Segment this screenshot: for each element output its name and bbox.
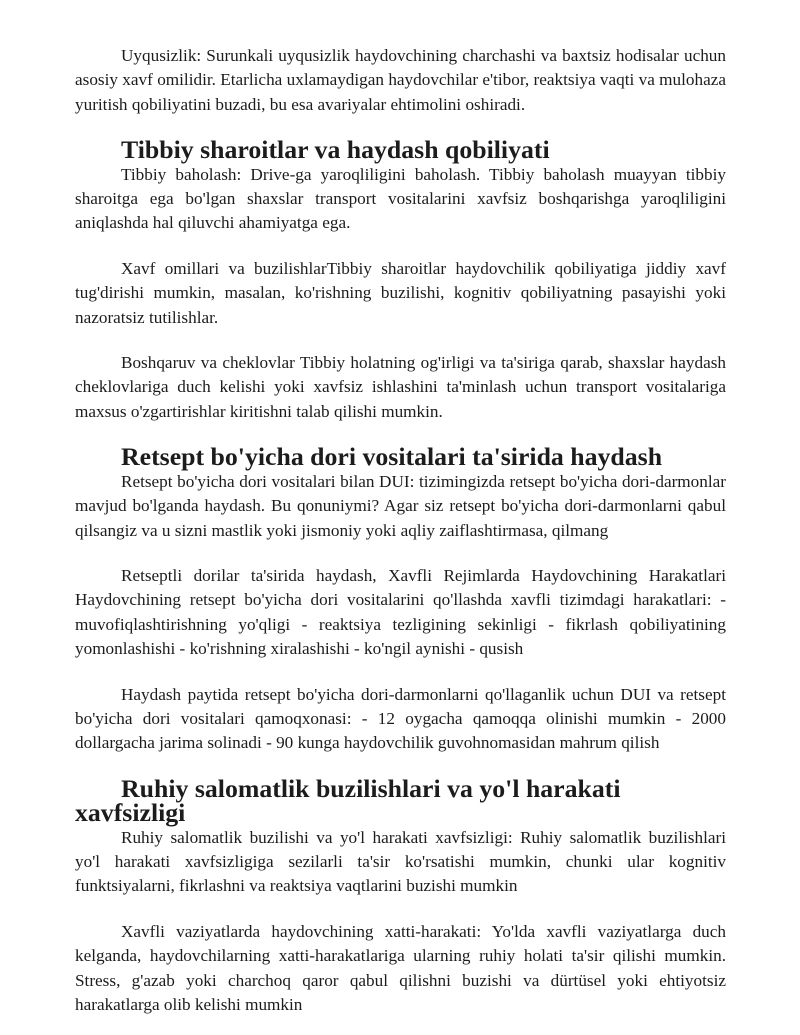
paragraph-dui-prescription: Retsept bo'yicha dori vositalari bilan DUI: tizimingizda retsept bo'yicha dori-darmonlar mavjud bo'lganda haydash. Bu qonuniymi? Agar siz retsept bo'yicha dori-darmonlarni qabul qilsangiz va u sizni mastlik yoki jismoniy yoki aqliy zaiflashtirmasa, qilmang — [75, 471, 726, 540]
paragraph-insomnia: Uyqusizlik: Surunkali uyqusizlik haydovchining charchashi va baxtsiz hodisalar uchun asosiy xavf omilidir. Etarlicha uxlamaydigan haydovchilar e'tibor, reaktsiya vaqti va mulohaza yuritish qobiliyatini buzadi, bu esa avariyalar ehtimolini oshiradi. — [75, 46, 726, 114]
paragraph-management-restrictions: Boshqaruv va cheklovlar Tibbiy holatning og'irligi va ta'siriga qarab, shaxslar haydash cheklovlariga duch kelishi yoki xavfsiz ishlashini ta'minlash uchun transport vositalariga maxsus o'zgartirishlar kiritishni talab qilishi mumkin. — [75, 353, 726, 421]
paragraph-penalties: Haydash paytida retsept bo'yicha dori-darmonlarni qo'llaganlik uchun DUI va retsept bo'yicha dori vositalari qamoqxonasi: - 12 oygacha qamoqqa olinishi mumkin - 2000 dollargacha jarima solinadi - 90 kunga haydovchilik guvohnomasidan mahrum qilish — [75, 684, 726, 753]
paragraph-medical-assessment: Tibbiy baholash: Drive-ga yaroqliligini baholash. Tibbiy baholash muayyan tibbiy sharoitga ega bo'lgan shaxslar transport vositalarini xavfsiz boshqarishga yaroqliligini aniqlashda hal qiluvchi ahamiyatga ega. — [75, 164, 726, 233]
heading-medical-conditions: Tibbiy sharoitlar va haydash qobiliyati — [121, 135, 550, 165]
heading-prescription-drugs: Retsept bo'yicha dori vositalari ta'sirida haydash — [121, 442, 663, 472]
paragraph-mental-health-safety: Ruhiy salomatlik buzilishi va yo'l harakati xavfsizligi: Ruhiy salomatlik buzilishlari yo'l harakati xavfsizligiga sezilarli ta'sir ko'rsatishi mumkin, chunki ular kognitiv funktsiyalarni, fikrlashni va reaktsiya vaqtlarini buzishi mumkin — [75, 827, 726, 896]
paragraph-dangerous-situations: Xavfli vaziyatlarda haydovchining xatti-harakati: Yo'lda xavfli vaziyatlarga duch kelganda, haydovchilarning xatti-harakatlariga ularning ruhiy holati ta'sir qilishi mumkin. Stress, g'azab yoki charchoq qaror qabul qilishni buzishi va dürtüsel yoki ehtiyotsiz harakatlarga olib kelishi mumkin — [75, 921, 726, 1014]
heading-mental-health: Ruhiy salomatlik buzilishlari va yo'l harakati xavfsizligi — [75, 773, 621, 828]
paragraph-risk-factors: Xavf omillari va buzilishlarTibbiy sharoitlar haydovchilik qobiliyatiga jiddiy xavf tug'dirishi mumkin, masalan, ko'rishning buzilishi, kognitiv qobiliyatning pasayishi yoki nazoratsiz tutilishlar. — [75, 258, 726, 327]
paragraph-driver-actions: Retseptli dorilar ta'sirida haydash, Xavfli Rejimlarda Haydovchining Harakatlari Haydovchining retsept bo'yicha dori vositalarini qo'llashda xavfli tizimdagi harakatlari: - muvofiqlashtirishning yo'qligi - reaktsiya tezligining sekinligi - fikrlash qobiliyatining yomonlashishi - ko'rishning xiralashishi - ko'ngil aynishi - qusish — [75, 565, 726, 659]
document-page — [75, 44, 726, 1017]
